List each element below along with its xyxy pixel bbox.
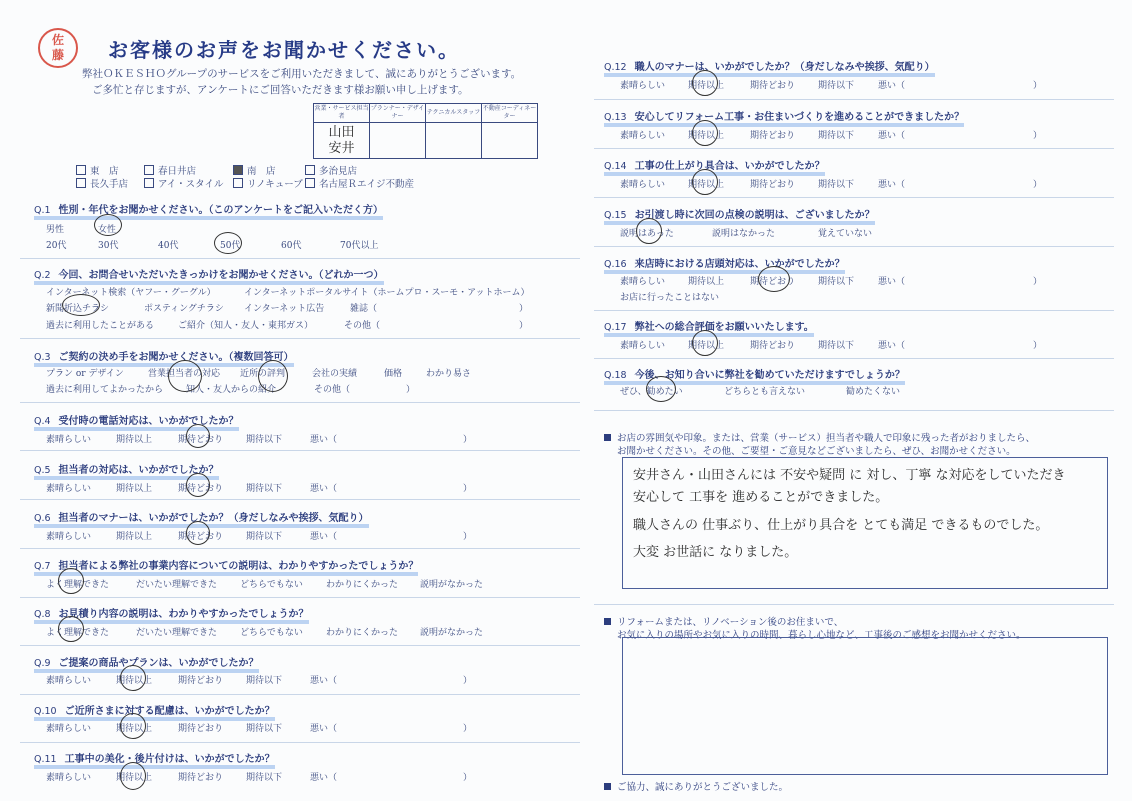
- divider: [594, 99, 1114, 100]
- option-other[interactable]: その他（: [344, 321, 381, 331]
- paren-close: ）: [463, 773, 473, 783]
- clarity-hard[interactable]: わかりにくかった: [326, 580, 399, 590]
- option-past-good[interactable]: 過去に利用してよかったから: [46, 385, 164, 395]
- divider: [20, 258, 580, 259]
- bullet-square-icon: [604, 434, 611, 441]
- option-never-visited[interactable]: お店に行ったことはない: [620, 293, 720, 303]
- rating-above[interactable]: 期待以上: [688, 81, 725, 91]
- rating-below[interactable]: 期待以下: [246, 532, 283, 542]
- rating-below[interactable]: 期待以下: [818, 131, 855, 141]
- paren-close: ）: [463, 724, 473, 734]
- staff-cell-realestate[interactable]: [482, 123, 538, 159]
- question-q17: Q.17 弊社への総合評価をお願いいたします。: [604, 318, 814, 337]
- comment2-heading-1: リフォームまたは、リノベーション後のお住まいで、: [604, 614, 843, 628]
- option-clarity[interactable]: わかり易さ: [426, 369, 472, 379]
- staff-cell-tech[interactable]: [426, 123, 482, 159]
- option-internet-search[interactable]: インターネット検索（ヤフー・グーグル）: [46, 288, 216, 298]
- rating-as-expected[interactable]: 期待どおり: [178, 484, 224, 494]
- rating-bad[interactable]: 悪い（: [878, 131, 906, 141]
- clarity-understood[interactable]: よく理解できた: [46, 580, 110, 590]
- answer-circle: [62, 294, 100, 316]
- rating-below[interactable]: 期待以下: [246, 484, 283, 494]
- rating-bad[interactable]: 悪い（: [878, 277, 906, 287]
- answer-circle: [692, 70, 718, 96]
- clarity-mostly[interactable]: だいたい理解できた: [136, 580, 218, 590]
- question-q18: Q.18 今後、お知り合いに弊社を勧めていただけますでしょうか？: [604, 366, 905, 385]
- paren-close: ）: [406, 385, 416, 395]
- comment1-line-3: 職人さんの 仕事ぶり、仕上がり具合を とても満足 できるものでした。: [633, 518, 1049, 533]
- divider: [594, 410, 1114, 411]
- clarity-mostly[interactable]: だいたい理解できた: [136, 628, 218, 638]
- divider: [594, 310, 1114, 311]
- paren-close: ）: [463, 532, 473, 542]
- store-checkbox-kasugai[interactable]: 春日井店: [144, 163, 196, 177]
- comment1-line-4: 大変 お世話に なりました。: [633, 545, 798, 560]
- rating-above[interactable]: 期待以上: [116, 676, 153, 686]
- rating-as-expected[interactable]: 期待どおり: [750, 277, 796, 287]
- rating-as-expected[interactable]: 期待どおり: [750, 180, 796, 190]
- answer-circle: [58, 568, 84, 594]
- divider: [20, 548, 580, 549]
- rating-as-expected[interactable]: 期待どおり: [178, 724, 224, 734]
- answer-circle: [58, 616, 84, 642]
- divider: [20, 694, 580, 695]
- store-checkbox-istyle[interactable]: アイ・スタイル: [144, 176, 223, 190]
- rating-above[interactable]: 期待以上: [116, 532, 153, 542]
- option-sales-response[interactable]: 営業担当者の対応: [148, 369, 221, 379]
- answer-circle: [120, 665, 146, 691]
- bullet-square-icon: [604, 783, 611, 790]
- option-dont-remember[interactable]: 覚えていない: [818, 229, 873, 239]
- question-q4: Q.4 受付時の電話対応は、いかがでしたか？: [34, 412, 239, 431]
- divider: [20, 338, 580, 339]
- clarity-hard[interactable]: わかりにくかった: [326, 628, 399, 638]
- paren-close: ）: [1033, 341, 1043, 351]
- rating-excellent[interactable]: 素晴らしい: [46, 676, 92, 686]
- divider: [20, 597, 580, 598]
- clarity-neither[interactable]: どちらでもない: [240, 580, 303, 590]
- paren-close: ）: [519, 304, 529, 314]
- rating-as-expected[interactable]: 期待どおり: [750, 341, 796, 351]
- rating-above[interactable]: 期待以上: [116, 484, 153, 494]
- intro-line-2: ご多忙と存じますが、アンケートにご回答いただきます様お願い申し上げます。: [92, 84, 469, 96]
- staff-name-2: 安井: [328, 140, 355, 156]
- answer-circle: [94, 214, 122, 236]
- answer-circle: [692, 169, 718, 195]
- comment1-line-2: 安心して 工事を 進めることができました。: [633, 490, 889, 505]
- question-q12: Q.12 職人のマナーは、いかがでしたか？（身だしなみや挨拶、気配り）: [604, 58, 935, 77]
- option-age-40s[interactable]: 40代: [158, 241, 179, 251]
- rating-as-expected[interactable]: 期待どおり: [750, 131, 796, 141]
- rating-excellent[interactable]: 素晴らしい: [46, 484, 92, 494]
- answer-circle: [186, 473, 210, 497]
- rating-below[interactable]: 期待以下: [818, 277, 855, 287]
- closing-message: ご協力、誠にありがとうございました。: [604, 779, 788, 793]
- staff-name-1: 山田: [328, 124, 355, 140]
- option-age-20s[interactable]: 20代: [46, 241, 67, 251]
- rating-bad[interactable]: 悪い（: [310, 724, 338, 734]
- rating-above[interactable]: 期待以上: [688, 131, 725, 141]
- comment1-line-1: 安井さん・山田さんには 不安や疑問 に 対し、丁寧 な対応をしていただき: [633, 468, 1066, 483]
- question-q1: Q.1 性別・年代をお聞かせください。（このアンケートをご記入いただく方）: [34, 201, 383, 220]
- divider: [20, 499, 580, 500]
- store-checkbox-tajimi[interactable]: 多治見店: [305, 163, 357, 177]
- rating-excellent[interactable]: 素晴らしい: [46, 724, 92, 734]
- divider: [594, 604, 1114, 605]
- rating-above[interactable]: 期待以上: [688, 341, 725, 351]
- comment1-heading-1: お店の雰囲気や印象。または、営業（サービス）担当者や職人で印象に残った者がおりましたら、: [604, 430, 1035, 444]
- divider: [594, 246, 1114, 247]
- staff-header-sales: 営業・サービス担当者: [314, 104, 370, 123]
- staff-header-realestate: 不動産コーディネーター: [482, 104, 538, 123]
- clarity-none[interactable]: 説明がなかった: [420, 628, 484, 638]
- paren-close: ）: [519, 321, 529, 331]
- rating-as-expected[interactable]: 期待どおり: [178, 435, 224, 445]
- rating-bad[interactable]: 悪い（: [310, 484, 338, 494]
- answer-circle: [636, 218, 662, 244]
- option-explained[interactable]: 説明はあった: [620, 229, 674, 239]
- question-q15: Q.15 お引渡し時に次回の点検の説明は、ございましたか？: [604, 206, 875, 225]
- rating-above[interactable]: 期待以上: [116, 773, 153, 783]
- answer-circle: [186, 521, 210, 545]
- option-age-70s[interactable]: 70代以上: [340, 241, 379, 251]
- rating-above[interactable]: 期待以上: [116, 724, 153, 734]
- clarity-understood[interactable]: よく理解できた: [46, 628, 110, 638]
- rating-bad[interactable]: 悪い（: [878, 341, 906, 351]
- question-q2: Q.2 今回、お問合せいただいたきっかけをお聞かせください。（どれか一つ）: [34, 266, 384, 285]
- question-q16: Q.16 来店時における店頭対応は、いかがでしたか？: [604, 255, 845, 274]
- rating-bad[interactable]: 悪い（: [310, 435, 338, 445]
- rating-excellent[interactable]: 素晴らしい: [620, 277, 666, 287]
- rating-excellent[interactable]: 素晴らしい: [620, 341, 666, 351]
- option-price[interactable]: 価格: [384, 369, 403, 379]
- store-checkbox-renocube[interactable]: リノキューブ: [233, 176, 303, 190]
- seal-stamp: 佐 藤: [38, 28, 78, 68]
- option-age-30s[interactable]: 30代: [98, 241, 119, 251]
- rating-bad[interactable]: 悪い（: [310, 773, 338, 783]
- option-age-50s[interactable]: 50代: [220, 241, 241, 251]
- option-magazine[interactable]: 雑誌（: [350, 304, 378, 314]
- question-q3: Q.3 ご契約の決め手をお聞かせください。（複数回答可）: [34, 348, 294, 367]
- option-internet-ad[interactable]: インターネット広告: [244, 304, 325, 314]
- answer-circle: [258, 360, 288, 392]
- answer-circle: [186, 424, 210, 448]
- staff-cell-sales[interactable]: [314, 123, 370, 159]
- bullet-square-icon: [604, 618, 611, 625]
- option-posting-flyer[interactable]: ポスティングチラシ: [144, 304, 224, 314]
- rating-excellent[interactable]: 素晴らしい: [620, 131, 666, 141]
- question-q7: Q.7 担当者による弊社の事業内容についての説明は、わかりやすかったでしょうか？: [34, 557, 418, 576]
- comment1-box[interactable]: [622, 457, 1108, 589]
- staff-header-planner: プランナー・デザイナー: [370, 104, 426, 123]
- rating-below[interactable]: 期待以下: [246, 724, 283, 734]
- staff-header-tech: テクニカルスタッフ: [426, 104, 482, 123]
- divider: [20, 450, 580, 451]
- answer-circle: [692, 120, 718, 146]
- divider: [594, 148, 1114, 149]
- option-track-record[interactable]: 会社の実績: [312, 369, 358, 379]
- rating-below[interactable]: 期待以下: [818, 180, 855, 190]
- store-checkbox-higashi[interactable]: 東 店: [76, 163, 119, 177]
- rating-as-expected[interactable]: 期待どおり: [750, 81, 796, 91]
- rating-bad[interactable]: 悪い（: [310, 532, 338, 542]
- answer-circle: [646, 376, 676, 402]
- rating-excellent[interactable]: 素晴らしい: [620, 180, 666, 190]
- rating-below[interactable]: 期待以下: [246, 676, 283, 686]
- rating-bad[interactable]: 悪い（: [878, 81, 906, 91]
- rating-above[interactable]: 期待以上: [116, 435, 153, 445]
- divider: [20, 742, 580, 743]
- comment2-heading-2: お気に入りの場所やお気に入りの時間、暮らし心地など、工事後のご感想をお聞かせください。: [617, 630, 1026, 641]
- option-female[interactable]: 女性: [98, 225, 117, 235]
- clarity-neither[interactable]: どちらでもない: [240, 628, 303, 638]
- option-other[interactable]: その他（: [314, 385, 351, 395]
- rating-excellent[interactable]: 素晴らしい: [46, 773, 92, 783]
- option-plan-design[interactable]: プラン or デザイン: [46, 369, 124, 379]
- option-friend-referral[interactable]: 知人・友人からの紹介: [186, 385, 277, 395]
- option-age-60s[interactable]: 60代: [281, 241, 302, 251]
- staff-cell-planner[interactable]: [370, 123, 426, 159]
- question-q14: Q.14 工事の仕上がり具合は、いかがでしたか？: [604, 157, 825, 176]
- divider: [20, 645, 580, 646]
- rating-excellent[interactable]: 素晴らしい: [46, 435, 92, 445]
- rating-above[interactable]: 期待以上: [688, 180, 725, 190]
- divider: [594, 358, 1114, 359]
- question-q6: Q.6 担当者のマナーは、いかがでしたか？（身だしなみや挨拶、気配り）: [34, 509, 369, 528]
- rating-below[interactable]: 期待以下: [246, 773, 283, 783]
- answer-circle: [120, 762, 146, 790]
- divider: [594, 197, 1114, 198]
- paren-close: ）: [463, 484, 473, 494]
- paren-close: ）: [1033, 131, 1043, 141]
- rating-excellent[interactable]: 素晴らしい: [620, 81, 666, 91]
- answer-circle: [120, 713, 146, 739]
- option-newspaper-flyer[interactable]: 新聞折込チラシ: [46, 304, 110, 314]
- rating-above[interactable]: 期待以上: [688, 277, 725, 287]
- rating-bad[interactable]: 悪い（: [878, 180, 906, 190]
- comment2-box[interactable]: [622, 637, 1108, 775]
- paren-close: ）: [1033, 81, 1043, 91]
- store-checkbox-nagoya-r-age[interactable]: 名古屋Ｒエイジ不動産: [305, 176, 414, 190]
- rating-as-expected[interactable]: 期待どおり: [178, 773, 224, 783]
- option-recommend[interactable]: ぜひ、勧めたい: [620, 387, 683, 397]
- rating-as-expected[interactable]: 期待どおり: [178, 676, 224, 686]
- paren-close: ）: [1033, 277, 1043, 287]
- option-local-reputation[interactable]: 近所の評判: [240, 369, 286, 379]
- answer-circle: [214, 232, 242, 254]
- staff-table: [313, 103, 538, 159]
- rating-excellent[interactable]: 素晴らしい: [46, 532, 92, 542]
- store-checkbox-nagakute[interactable]: 長久手店: [76, 176, 128, 190]
- rating-below[interactable]: 期待以下: [818, 81, 855, 91]
- question-q5: Q.5 担当者の対応は、いかがでしたか？: [34, 461, 219, 480]
- rating-below[interactable]: 期待以下: [246, 435, 283, 445]
- answer-circle: [758, 266, 790, 292]
- rating-below[interactable]: 期待以下: [818, 341, 855, 351]
- store-checkbox-minami[interactable]: 南 店: [233, 163, 276, 177]
- option-portal-site[interactable]: インターネットポータルサイト（ホームプロ・スーモ・アットホーム）: [244, 288, 530, 298]
- question-q13: Q.13 安心してリフォーム工事・お住まいづくりを進めることができましたか？: [604, 108, 964, 127]
- option-undecided[interactable]: どちらとも言えない: [724, 387, 806, 397]
- clarity-none[interactable]: 説明がなかった: [420, 580, 484, 590]
- question-q11: Q.11 工事中の美化・後片付けは、いかがでしたか？: [34, 750, 275, 769]
- page-title: お客様のお声をお聞かせください。: [108, 38, 460, 62]
- intro-line-1: 弊社ＯＫＥＳＨＯグループのサービスをご利用いただきまして、誠にありがとうございます。: [82, 68, 522, 80]
- answer-circle: [692, 330, 718, 356]
- question-q10: Q.10 ご近所さまに対する配慮は、いかがでしたか？: [34, 702, 275, 721]
- paren-close: ）: [1033, 180, 1043, 190]
- answer-circle: [168, 360, 202, 392]
- option-referral[interactable]: ご紹介（知人・友人・東邦ガス）: [178, 321, 314, 331]
- option-male[interactable]: 男性: [46, 225, 65, 235]
- option-not-recommend[interactable]: 勧めたくない: [846, 387, 901, 397]
- rating-bad[interactable]: 悪い（: [310, 676, 338, 686]
- comment1-heading-2: お聞かせください。その他、ご要望・ご意見などございましたら、ぜひ、お聞かせください。: [617, 446, 1016, 457]
- option-past-use[interactable]: 過去に利用したことがある: [46, 321, 155, 331]
- question-q9: Q.9 ご提案の商品やプランは、いかがでしたか？: [34, 654, 259, 673]
- question-q8: Q.8 お見積り内容の説明は、わかりやすかったでしょうか？: [34, 605, 309, 624]
- option-not-explained[interactable]: 説明はなかった: [712, 229, 776, 239]
- paren-close: ）: [463, 435, 473, 445]
- paren-close: ）: [463, 676, 473, 686]
- divider: [20, 402, 580, 403]
- rating-as-expected[interactable]: 期待どおり: [178, 532, 224, 542]
